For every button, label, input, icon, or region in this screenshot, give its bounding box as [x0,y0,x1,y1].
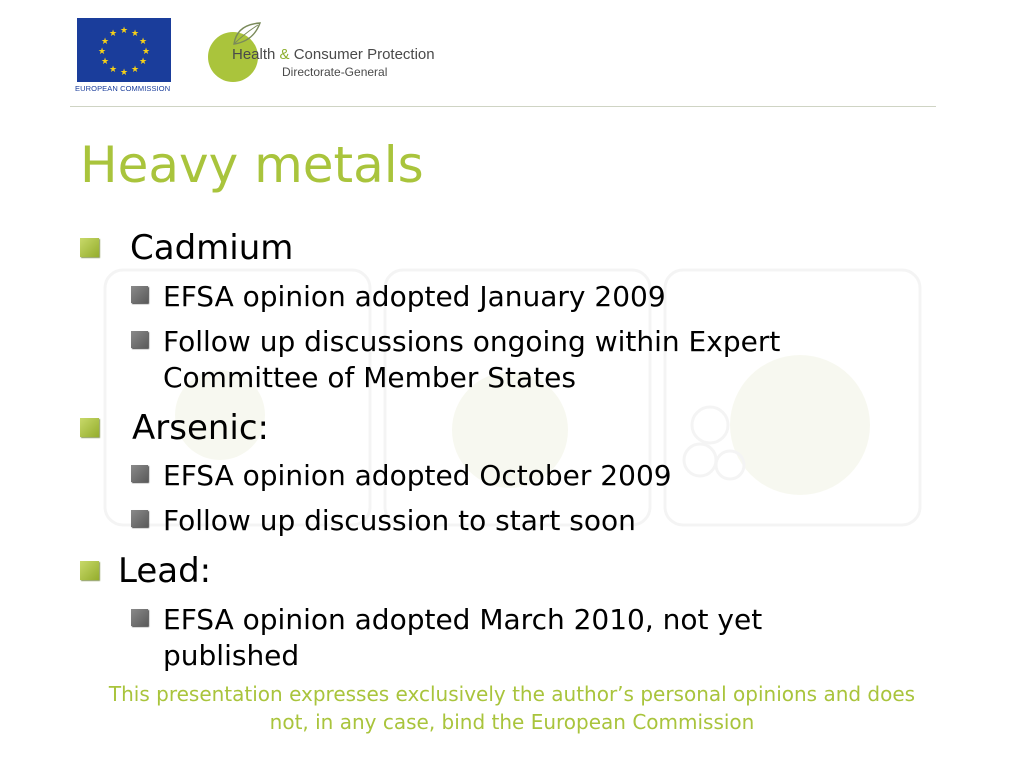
svg-text:★: ★ [130,65,140,75]
svg-text:★: ★ [119,26,129,36]
dg-name [232,46,435,63]
grey-bullet-icon [131,465,148,482]
svg-text:★: ★ [138,57,148,67]
grey-bullet-icon [131,331,148,348]
svg-text:★: ★ [100,37,110,47]
grey-bullet-icon [131,510,148,527]
dg-name-part2: Consumer Protection [293,46,435,63]
sub-bullet-text: EFSA opinion adopted January 2009 [163,280,666,313]
disclaimer-line-2: not, in any case, bind the European Commission [269,710,755,734]
bullet-lead: Lead: [118,551,212,591]
svg-text:★: ★ [108,29,118,39]
dg-sanco-logo [208,20,468,84]
disclaimer-line-1: This presentation expresses exclusively the author’s personal opinions and does [108,682,916,706]
svg-text:★: ★ [130,29,140,39]
bullet-arsenic: Arsenic: [132,408,270,448]
green-bullet-icon [80,561,99,580]
dg-name-part1: Health [232,46,276,63]
green-bullet-icon [80,418,99,437]
svg-text:★: ★ [97,47,107,57]
svg-text:★: ★ [138,37,148,47]
leaf-icon [230,20,264,48]
disclaimer [40,680,984,736]
eu-stars-icon [77,18,171,82]
sub-bullet-text-continued: published [163,639,300,672]
sub-bullet-text: EFSA opinion adopted October 2009 [163,459,672,492]
green-bullet-icon [80,238,99,257]
dg-subtitle: Directorate-General [282,65,388,79]
svg-text:★: ★ [141,47,151,57]
bullet-cadmium: Cadmium [130,228,294,268]
svg-text:★: ★ [108,65,118,75]
grey-bullet-icon [131,609,148,626]
slide-title: Heavy metals [80,136,424,194]
svg-text:★: ★ [119,68,129,78]
sub-bullet-text: EFSA opinion adopted March 2010, not yet [163,603,763,636]
grey-bullet-icon [131,286,148,303]
eu-flag [77,18,171,82]
european-commission-logo [75,18,173,94]
sub-bullet-text: Follow up discussion to start soon [163,504,636,537]
sub-bullet-text-continued: Committee of Member States [163,361,576,394]
sub-bullet-text: Follow up discussions ongoing within Expert [163,325,781,358]
eu-logo-label: EUROPEAN COMMISSION [75,84,171,93]
svg-text:★: ★ [100,57,110,67]
header-divider [70,106,936,107]
dg-ampersand: & [279,46,290,63]
